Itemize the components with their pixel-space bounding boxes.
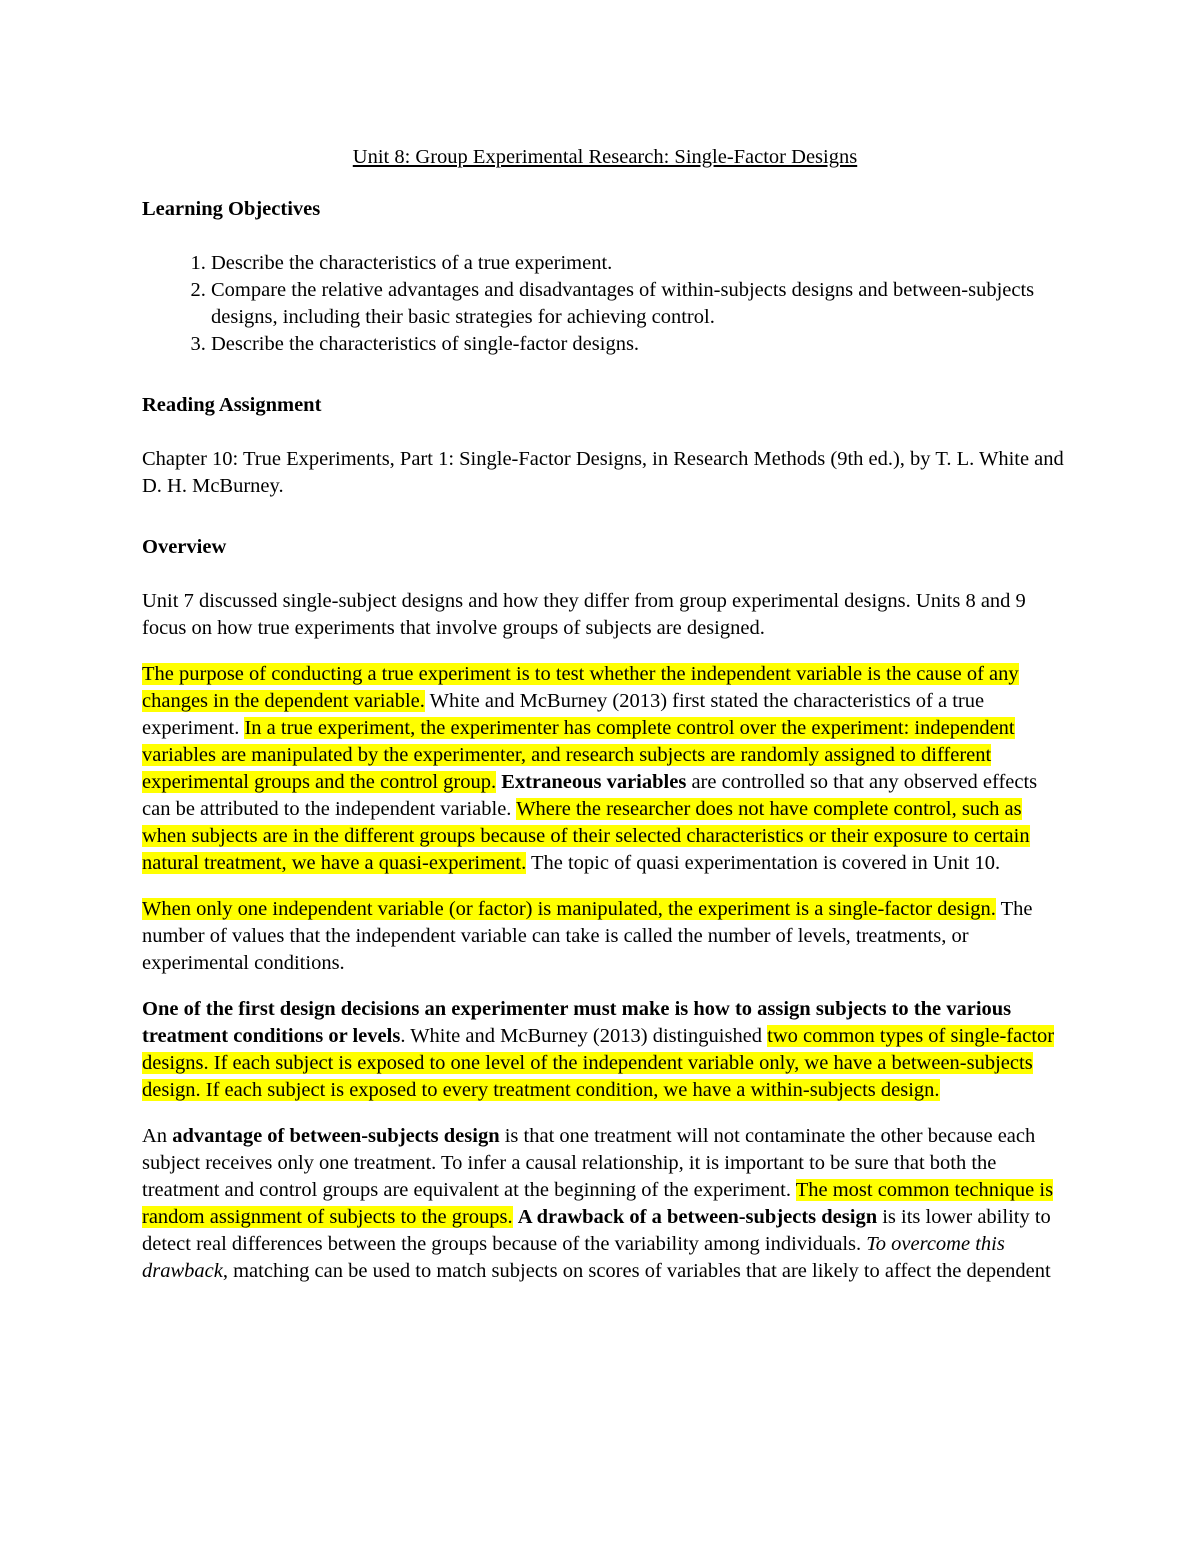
overview-paragraph-1: Unit 7 discussed single-subject designs and how they differ from group experimental designs. Units 8 and 9 focus on how true experiments that involve groups of subjects are designed. [142, 590, 1026, 639]
reading-assignment-heading: Reading Assignment [142, 394, 322, 416]
bold-term: One of the first design decisions an experimenter must make is how to assign subjects to the various treatment conditions or levels [142, 998, 1012, 1047]
body-text: is that one treatment will not contaminate the other because each subject receives only one treatment. To infer a causal relationship, it is important to be sure that both the treatment and control groups are equivalent at the beginning of the experiment. [142, 1125, 1036, 1201]
highlighted-text: When only one independent variable (or factor) is manipulated, the experiment is a single-factor design. [142, 898, 996, 920]
bold-term: Extraneous variables [501, 771, 687, 793]
objectives-list [142, 250, 1068, 358]
overview-paragraph-2 [142, 661, 1068, 877]
document-body [142, 140, 1068, 1304]
highlighted-text: The most common technique is random assignment of subjects to the groups. [142, 1179, 1054, 1228]
body-text: White and McBurney (2013) first stated the characteristics of a true experiment. [142, 690, 985, 739]
body-text: , matching can be used to match subjects on scores of variables that are likely to affect the dependent [222, 1260, 1051, 1282]
bold-term: advantage of between-subjects design [172, 1125, 500, 1147]
highlighted-text: Where the researcher does not have complete control, such as when subjects are in the different groups because of their selected characteristics or their exposure to certain natural treatment, we have a quasi-experiment. [142, 798, 1030, 874]
body-text: . White and McBurney (2013) distinguished [400, 1025, 768, 1047]
overview-paragraph-4 [142, 996, 1068, 1104]
page-title: Unit 8: Group Experimental Research: Single-Factor Designs [352, 146, 858, 168]
body-text: An [142, 1125, 173, 1147]
body-text: are controlled so that any observed effects can be attributed to the independent variable. [142, 771, 1038, 820]
overview-paragraph-3 [142, 896, 1068, 977]
body-text: The number of values that the independent variable can take is called the number of levels, treatments, or experimental conditions. [142, 898, 1033, 974]
objective-item: 2. Compare the relative advantages and disadvantages of within-subjects designs and between-subjects designs, including their basic strategies for achieving control. [211, 277, 1068, 331]
body-text: is its lower ability to detect real differences between the groups because of the variability among individuals. [142, 1206, 1051, 1255]
overview-heading: Overview [142, 536, 227, 558]
overview-paragraph-5 [142, 1123, 1068, 1285]
bold-term: A drawback of a between-subjects design [517, 1206, 878, 1228]
highlighted-text: In a true experiment, the experimenter has complete control over the experiment: independent variables are manipulated by the experimenter, and research subjects are randomly assigned to different experimental groups and the control group. [142, 717, 1015, 793]
highlighted-text: two common types of single-factor designs. If each subject is exposed to one level of the independent variable only, we have a between-subjects design. If each subject is exposed to every treatment condition, we have a within-subjects design. [142, 1025, 1055, 1101]
body-text: The topic of quasi experimentation is covered in Unit 10. [526, 852, 1001, 874]
objective-item: 3. Describe the characteristics of single-factor designs. [211, 331, 1068, 358]
italic-text: To overcome this drawback [142, 1233, 1005, 1282]
reading-assignment-text: Chapter 10: True Experiments, Part 1: Single-Factor Designs, in Research Methods (9th ed.), by T. L. White and D. H. McBurney. [142, 448, 1064, 497]
objective-item: 1. Describe the characteristics of a true experiment. [211, 250, 1068, 277]
learning-objectives-heading: Learning Objectives [142, 198, 321, 220]
highlighted-text: The purpose of conducting a true experiment is to test whether the independent variable is the cause of any changes in the dependent variable. [142, 663, 1019, 712]
